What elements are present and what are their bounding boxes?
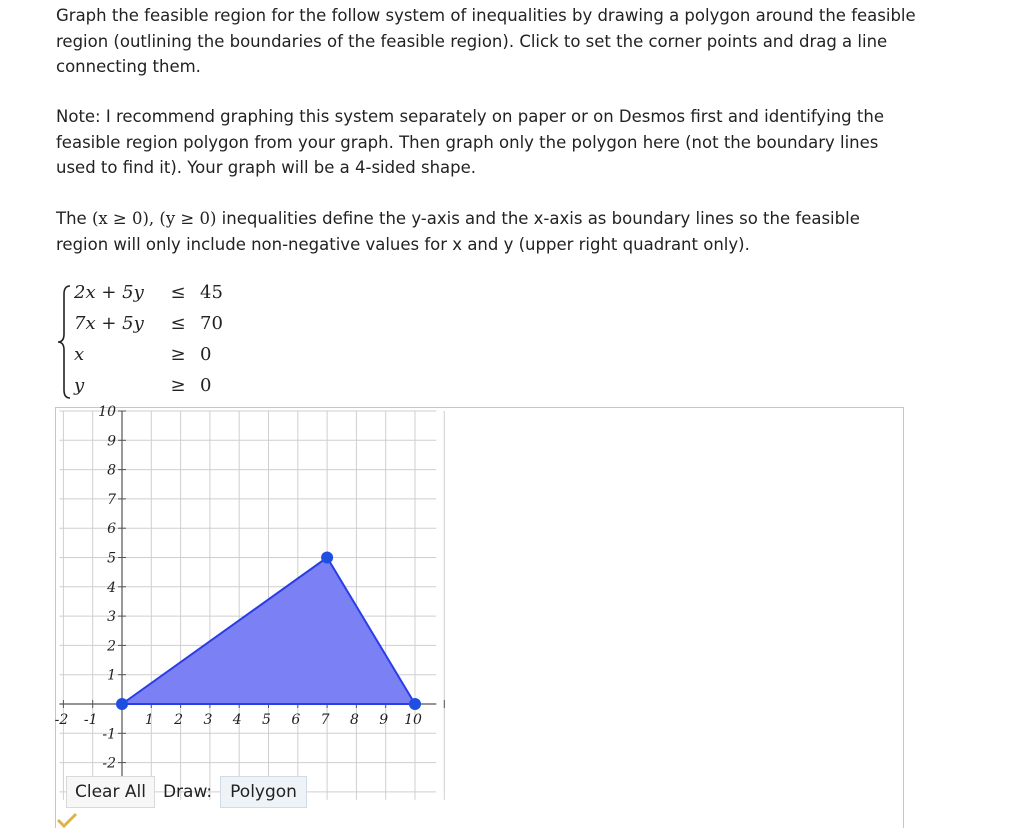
x-tick-label: -1 [83, 712, 98, 728]
y-tick-label: 8 [107, 462, 116, 479]
y-tick-label: 4 [107, 579, 116, 596]
x-tick-label: 1 [144, 712, 154, 728]
corner-point[interactable] [321, 552, 333, 564]
corner-point[interactable] [116, 698, 128, 710]
inequality-rhs: 0 [200, 344, 212, 365]
graph-canvas[interactable] [54, 404, 905, 829]
inequality-rhs: 0 [200, 375, 212, 396]
p3-prefix: The [56, 209, 92, 228]
y-tick-label: 5 [107, 550, 116, 567]
inequality-lhs: 2x + 5y [74, 282, 144, 303]
y-tick-label: 6 [107, 521, 116, 538]
draw-label: Draw: [162, 782, 213, 802]
x-tick-label: 7 [320, 712, 330, 728]
y-tick-label: 1 [107, 667, 116, 684]
inequality-operator: ≥ [170, 375, 186, 396]
y-tick-label: 9 [107, 433, 116, 450]
x-tick-label: 4 [232, 712, 242, 728]
inequality-operator: ≤ [170, 282, 186, 303]
x-tick-label: -2 [54, 712, 69, 728]
inequality-rhs: 45 [200, 282, 223, 303]
y-tick-label: 2 [107, 638, 116, 655]
inequality-lhs: x [74, 344, 85, 365]
x-tick-label: 6 [291, 712, 301, 728]
x-tick-label: 8 [349, 712, 359, 728]
graph-container[interactable] [54, 404, 904, 828]
x-tick-label: 2 [174, 712, 184, 728]
x-tick-label: 3 [203, 712, 213, 728]
draw-tool-select[interactable]: Polygon [220, 776, 307, 808]
inequality-rhs: 70 [200, 313, 223, 334]
corner-point[interactable] [409, 698, 421, 710]
x-tick-label: 9 [379, 712, 389, 728]
instructions-paragraph-3 [56, 206, 916, 257]
p3-suffix: inequalities define the y-axis and the x-axis as boundary lines so the feasible region will only include non-negative values for x and y (upper right quadrant only). [56, 209, 860, 254]
y-tick-label: -1 [102, 726, 116, 743]
p3-math: (x ≥ 0), (y ≥ 0) [91, 209, 217, 228]
graph-toolbar [66, 775, 307, 809]
instructions-paragraph-2: Note: I recommend graphing this system separately on paper or on Desmos first and identifying the feasible region polygon from your graph. Then graph only the polygon here (not the boundary lines used to find it). Your graph will be a 4-sided shape. [56, 107, 884, 177]
inequality-lhs: y [74, 375, 85, 396]
y-tick-label: 3 [107, 609, 116, 626]
inequality-operator: ≥ [170, 344, 186, 365]
clear-all-button[interactable]: Clear All [66, 776, 155, 808]
check-icon [56, 812, 78, 828]
instructions-paragraph-1: Graph the feasible region for the follow system of inequalities by drawing a polygon around the feasible region (outlining the boundaries of the feasible region). Click to set the corner points and drag a line connecting them. [56, 6, 916, 76]
x-tick-label: 10 [404, 712, 422, 728]
y-tick-label: 7 [107, 491, 116, 508]
x-tick-label: 5 [262, 712, 271, 728]
y-tick-label: 10 [98, 404, 116, 420]
left-brace-icon [56, 282, 72, 402]
y-tick-label: -2 [102, 755, 116, 772]
inequality-lhs: 7x + 5y [74, 313, 144, 334]
inequality-operator: ≤ [170, 313, 186, 334]
inequality-system [56, 282, 296, 402]
